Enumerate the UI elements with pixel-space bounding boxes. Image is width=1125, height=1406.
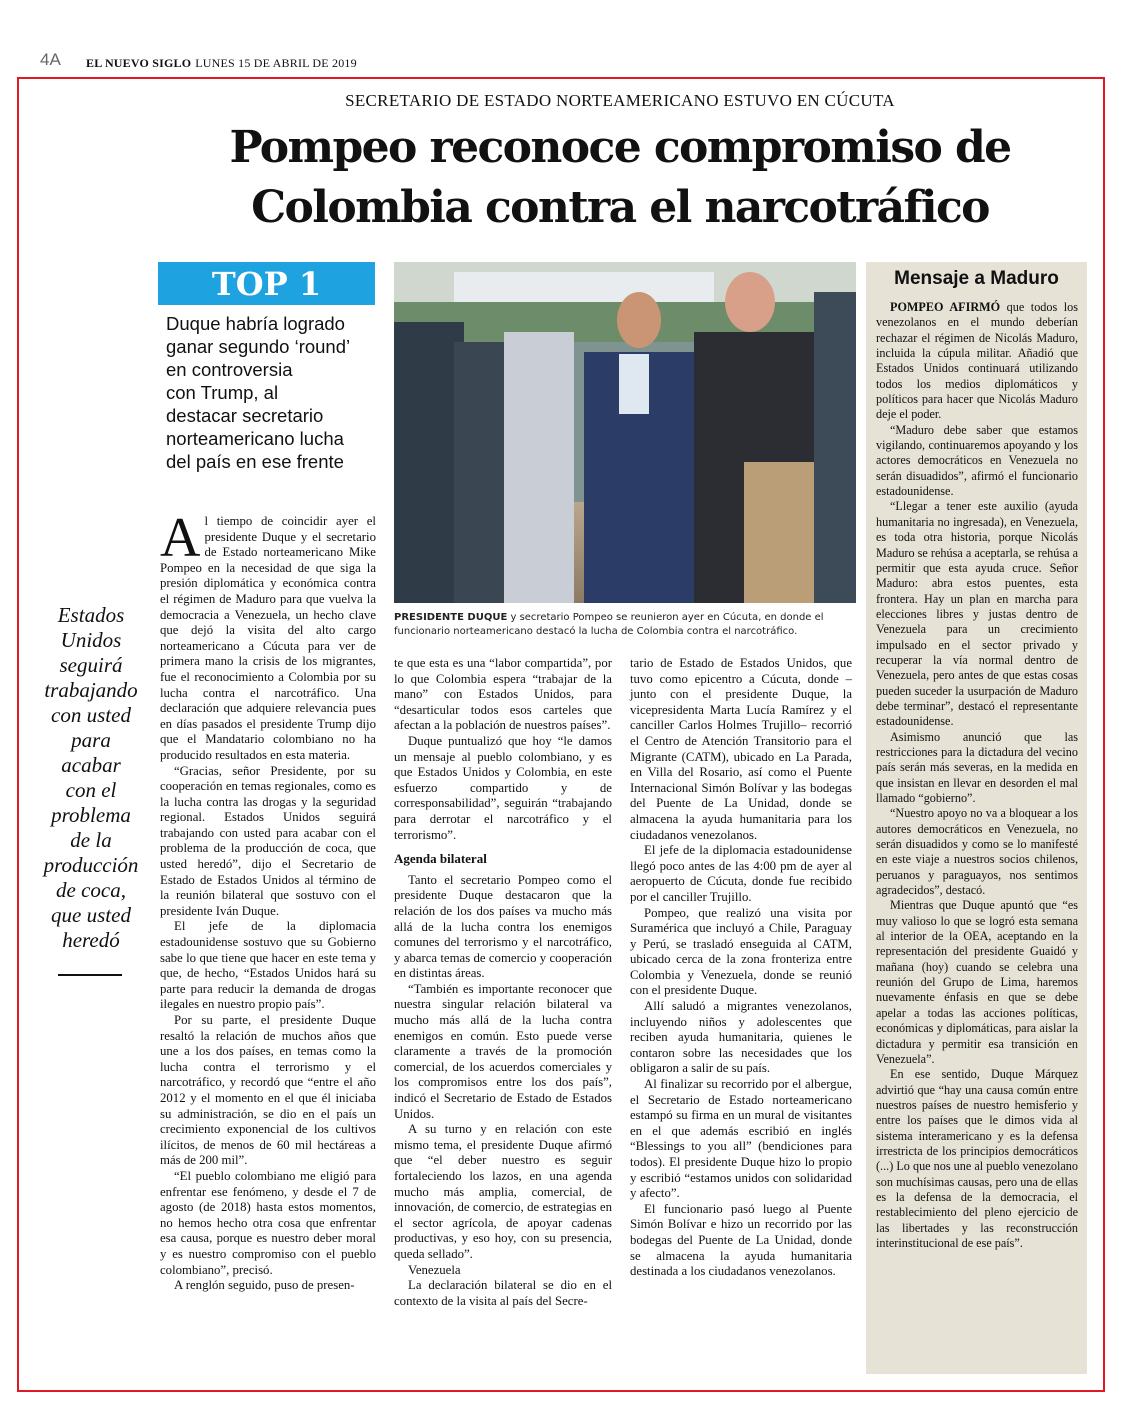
top-deck-line: norteamericano lucha (166, 428, 344, 449)
paragraph: Asimismo anunció que las restricciones para la dictadura del vecino país serán más severas, en la medida en que insistan en llevar en desorden el mal llamado “gobierno”. (876, 729, 1078, 805)
sidebar-text (876, 300, 1078, 1251)
pull-quote-line: de la (70, 828, 112, 852)
pull-quote-line: heredó (62, 928, 120, 952)
caption-text: y secretario Pompeo se reunieron ayer en Cúcuta, en donde el funcionario norteamericano destacó la lucha de Colombia contra el narcotráfico. (394, 612, 824, 637)
top-deck-line: en controversia (166, 359, 293, 380)
news-photo (394, 262, 856, 603)
pull-quote-line: que usted (51, 903, 131, 927)
paragraph: te que esta es una “labor compartida”, por lo que Colombia espera “trabajar de la mano” con Estados Unidos, para “desarticular todos esos carteles que afectan a la población de nuestros países”. (394, 656, 612, 733)
pull-quote-line: Unidos (60, 628, 122, 652)
headline-line-2: Colombia contra el narcotráfico (251, 182, 989, 233)
drop-cap: A (160, 507, 201, 569)
sidebar-title: Mensaje a Maduro (894, 268, 1059, 289)
paragraph: La declaración bilateral se dio en el contexto de la visita al país del Secre- (394, 1278, 612, 1308)
paragraph: Venezuela (408, 1262, 461, 1277)
pull-quote-line: para (71, 728, 111, 752)
paragraph: A renglón seguido, puso de presen- (174, 1278, 355, 1293)
article-column-1 (160, 507, 376, 1294)
subheading: Agenda bilateral (394, 851, 487, 867)
caption-lead: PRESIDENTE DUQUE (394, 612, 508, 623)
top-deck-line: del país en ese frente (166, 451, 344, 472)
paragraph: “El pueblo colombiano me eligió para enfrentar ese fenómeno, y desde el 7 de agosto (de 2018) hasta estos momentos, no hemos hecho otra cosa que enfrentar esa causa, porque es nuestro deber moral y es nuestro compromiso con el pueblo colombiano”, precisó. (160, 1168, 376, 1277)
paragraph: A su turno y en relación con este mismo tema, el presidente Duque afirmó que “el deber nuestro es seguir fortaleciendo los lazos, en una agenda mucho más amplia, comercial, de innovación, de comercio, de estrategias en el sector agrícola, de apoyar cadenas productivas, y eso hoy, con su presencia, queda sellado”. (394, 1122, 612, 1261)
top-deck-line: ganar segundo ‘round’ (166, 336, 351, 357)
newspaper-masthead (86, 56, 357, 71)
paragraph: En ese sentido, Duque Márquez advirtió que “hay una causa común entre nuestros países de nuestro hemisferio y entre los países que le dimos vida al sistema interamericano y es la defensa irrestricta de los principios democráticos (...) Lo que nos une al pueblo venezolano son muchísimas causas, pero una de ellas es la defensa de la democracia, el restablecimiento del pleno ejercicio de las libertades y las reconstrucción interinstitucional de ese país”. (876, 1067, 1078, 1250)
photo-caption (394, 611, 856, 639)
pull-quote (33, 603, 149, 953)
issue-date: LUNES 15 DE ABRIL DE 2019 (195, 56, 357, 70)
paragraph: Al finalizar su recorrido por el albergue, el Secretario de Estado norteamericano estampó su firma en un mural de visitantes en el que además escribió en inglés “Blessings to you all” (bendiciones para todos). El presidente Duque hizo lo propio y escribió “estamos unidos con solidaridad y afecto”. (630, 1077, 852, 1201)
paragraph (876, 300, 1078, 423)
sidebar-lead: POMPEO AFIRMÓ (890, 300, 1001, 314)
paragraph: “Gracias, señor Presidente, por su cooperación en temas regionales, como es la lucha contra las drogas y la seguridad regional. Estados Unidos seguirá trabajando con usted para acabar con el problema de la producción de coca, que usted heredó”, dijo el Secretario de Estado de Estados Unidos al término de la reunión bilateral que sostuvo con el presidente Iván Duque. (160, 763, 376, 918)
paragraph: Allí saludó a migrantes venezolanos, incluyendo niños y adolescentes que reciben ayuda humanitaria, quienes le contaron sobre las necesidades que los obligaron a salir de su país. (630, 999, 852, 1076)
article-column-3 (630, 656, 852, 1280)
pull-quote-line: con el (65, 778, 117, 802)
paragraph: El jefe de la diplomacia estadounidense llegó poco antes de las 4:00 pm de ayer al aeropuerto de Cúcuta, donde fue recibido por el canciller Trujillo. (630, 843, 852, 904)
paragraph: El funcionario pasó luego al Puente Simón Bolívar e hizo un recorrido por las bodegas del Puente de La Unidad, donde se almacena la ayuda humanitaria destinada a los ciudadanos venezolanos. (630, 1201, 852, 1279)
top-deck (166, 312, 378, 473)
article-column-2 (394, 656, 612, 1309)
paragraph-text: que todos los venezolanos en el mundo deberían rechazar el régimen de Nicolás Maduro, incluida la cúpula militar. Añadió que Estados Unidos continuará utilizando todos los medios diplomáticos y políticos para hacer que Nicolás Maduro deje el poder. (876, 300, 1078, 422)
pull-quote-line: problema (51, 803, 131, 827)
paragraph: Por su parte, el presidente Duque resaltó la relación de muchos años que une a los dos países, en temas como la lucha contra el terrorismo y el narcotráfico, y recordó que “entre el año 2012 y el momento en el que él iniciaba su administración, se dio en el país un crecimiento exponencial de los cultivos ilícitos, de menos de 60 mil hectáreas a más de 200 mil”. (160, 1013, 376, 1168)
paragraph: “Llegar a tener este auxilio (ayuda humanitaria no ingresada), en Venezuela, es toda otra historia, porque Nicolás Maduro se rehúsa a aceptarla, se rehúsa a permitir que esta ayuda cruce. Señor Maduro: abra estos puentes, esta frontera. Hay un plan en marcha para elecciones libres y justas dentro de Venezuela para un crecimiento impulsado en el sector privado y recuperar la vía normal dentro de Venezuela, pero antes de que estas cosas pueden suceder la usurpación de Maduro debe terminar”, destacó el representante estadounidense. (876, 499, 1078, 729)
kicker: SECRETARIO DE ESTADO NORTEAMERICANO ESTUVO EN CÚCUTA (345, 91, 895, 110)
paragraph: Mientras que Duque apuntó que “es muy valioso lo que se logró esta semana al interior de la OEA, aceptando en la representación del presidente Guaidó y mañana (hoy) cuando se celebra una reunión del Grupo de Lima, haremos nuevamente énfasis en que se debe apelar a todas las acciones políticas, económicas y diplomáticas, para aislar la dictadura y permitir esa transición en Venezuela”. (876, 898, 1078, 1066)
headline-line-1: Pompeo reconoce compromiso de (229, 122, 1011, 173)
photo-illustration (394, 262, 856, 603)
top-deck-line: destacar secretario (166, 405, 324, 426)
pull-quote-line: con usted (51, 703, 131, 727)
pull-quote-line: de coca, (56, 878, 126, 902)
paragraph: “También es importante reconocer que nuestra singular relación bilateral va mucho más allá de la lucha contra enemigos en común. Esto puede verse claramente a través de la promoción comercial, de los acuerdos comerciales y los compromisos entre los dos país”, indicó el Secretario de Estado de Estados Unidos. (394, 981, 612, 1121)
top-deck-line: con Trump, al (166, 382, 279, 403)
top-deck-line: Duque habría logrado (166, 313, 345, 334)
pull-quote-line: trabajando (44, 678, 138, 702)
top-badge: TOP 1 (158, 262, 375, 305)
paragraph: “Maduro debe saber que estamos vigilando, continuaremos apoyando y los actores democráticos en Venezuela no serán disuadidos”, afirmó el funcionario estadounidense. (876, 422, 1078, 499)
pull-quote-line: acabar (61, 753, 121, 777)
paragraph: tario de Estado de Estados Unidos, que tuvo como epicentro a Cúcuta, donde –junto con el presidente Duque, la vicepresidenta Marta Lucía Ramírez y el canciller Carlos Holmes Trujillo– recorrió el Centro de Atención Transitorio para el Migrante (CATM), ubicado en La Parada, en Villa del Rosario, así como el Puente Internacional Simón Bolívar y las bodegas del Puente de La Unidad, donde se almacena la ayuda humanitaria para los ciudadanos venezolanos. (630, 656, 852, 842)
pull-quote-line: producción (43, 853, 139, 877)
pull-quote-rule (58, 974, 122, 976)
paragraph: El jefe de la diplomacia estadounidense sostuvo que su Gobierno sabe lo que tiene que hacer en este tema y que, de hecho, “Estados Unidos hará su parte para reducir la demanda de drogas ilegales en nuestro propio país”. (160, 919, 376, 1012)
pull-quote-line: Estados (57, 603, 125, 627)
paragraph: “Nuestro apoyo no va a bloquear a los autores democráticos en Venezuela, no serán disuadidos y como se lo manifesté en este viaje a nuestros socios chilenos, peruanos y paraguayos, nos sentimos agradecidos”, destacó. (876, 806, 1078, 898)
headline (120, 118, 1120, 238)
paragraph (160, 507, 376, 764)
paragraph: Tanto el secretario Pompeo como el presidente Duque destacaron que la relación de los dos países va mucho más allá de la lucha contra los enemigos comunes del terrorismo y el narcotráfico, y abarca temas de comercio y cooperación en distintas áreas. (394, 872, 612, 981)
paragraph-text: l tiempo de coincidir ayer el presidente Duque y el secretario de Estado norteamericano Mike Pompeo en la necesidad de que siga la presión diplomática y económica contra el régimen de Maduro para que vuelva la democracia a Venezuela, un hecho clave que dejó la visita del alto cargo norteamericano a Cúcuta para ver de primera mano la crisis de los migrantes, fue el reconocimiento a Colombia por su lucha contra el narcotráfico. Una declaración que adquiere relevancia pues en días pasados el presidente Trump dijo que el Mandatario colombiano no ha producido resultados en esta materia. (160, 514, 376, 762)
paper-name: EL NUEVO SIGLO (86, 56, 192, 70)
pull-quote-line: seguirá (59, 653, 123, 677)
paragraph: Duque puntualizó que hoy “le damos un mensaje al pueblo colombiano, y es que Estados Unidos y Colombia, en este esfuerzo compartido y de corresponsabilidad”, seguirán “trabajando para derrotar el narcotráfico y el terrorismo”. (394, 733, 612, 842)
paragraph: Pompeo, que realizó una visita por Suramérica que incluyó a Chile, Paraguay y Perú, se trasladó enseguida al CATM, ubicado cerca de la zona fronteriza entre Colombia y Venezuela, donde se reunió con el presidente Duque. (630, 905, 852, 998)
page-number: 4A (40, 50, 61, 69)
